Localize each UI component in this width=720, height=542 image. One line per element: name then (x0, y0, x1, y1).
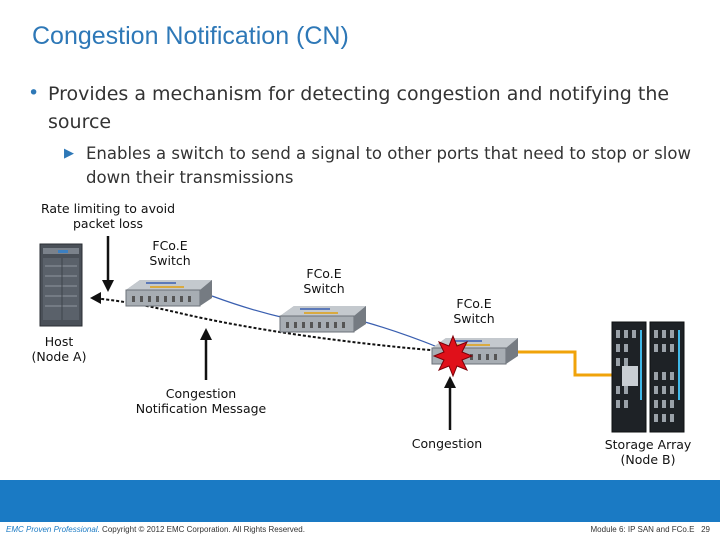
footer-brand: EMC Proven Professional. (6, 525, 100, 534)
bullet-arrow-icon: ▶ (64, 146, 74, 161)
bullet-level-2-text: Enables a switch to send a signal to other ports that need to stop or slow down their transmissions (86, 144, 691, 187)
footer-band (0, 480, 720, 520)
page-number: 29 (701, 525, 710, 534)
bullet-dot-icon: • (28, 82, 40, 104)
cn-message-label: Congestion Notification Message (135, 386, 267, 416)
switch-3-label: FCo.E Switch (453, 296, 495, 326)
storage-array-icon (612, 322, 684, 432)
storage-label: Storage Array (Node B) (604, 437, 692, 467)
slide-footer (0, 480, 720, 540)
footer-copyright-text: Copyright © 2012 EMC Corporation. All Rights Reserved. (99, 525, 305, 534)
fcoe-switch-1-icon (126, 280, 212, 306)
slide-title: Congestion Notification (CN) (32, 22, 349, 50)
link-switch3-storage (517, 352, 612, 375)
switch-2-label: FCo.E Switch (303, 266, 345, 296)
link-switch1-switch2 (212, 296, 285, 318)
host-label: Host (Node A) (31, 334, 87, 364)
cn-arrowhead (90, 292, 101, 304)
footer-module (591, 525, 710, 534)
bullet-level-1-text: Provides a mechanism for detecting congestion and notifying the source (48, 83, 670, 133)
footer-module-text: Module 6: IP SAN and FCo.E (590, 525, 695, 534)
congestion-burst-icon (434, 336, 472, 376)
congestion-label: Congestion (411, 436, 483, 451)
link-switch2-switch3 (365, 322, 440, 348)
footer-copyright (6, 525, 305, 534)
host-server-icon (40, 244, 82, 326)
switch-1-label: FCo.E Switch (149, 238, 191, 268)
fcoe-switch-2-icon (280, 306, 366, 332)
rate-limit-label: Rate limiting to avoid packet loss (40, 201, 176, 231)
